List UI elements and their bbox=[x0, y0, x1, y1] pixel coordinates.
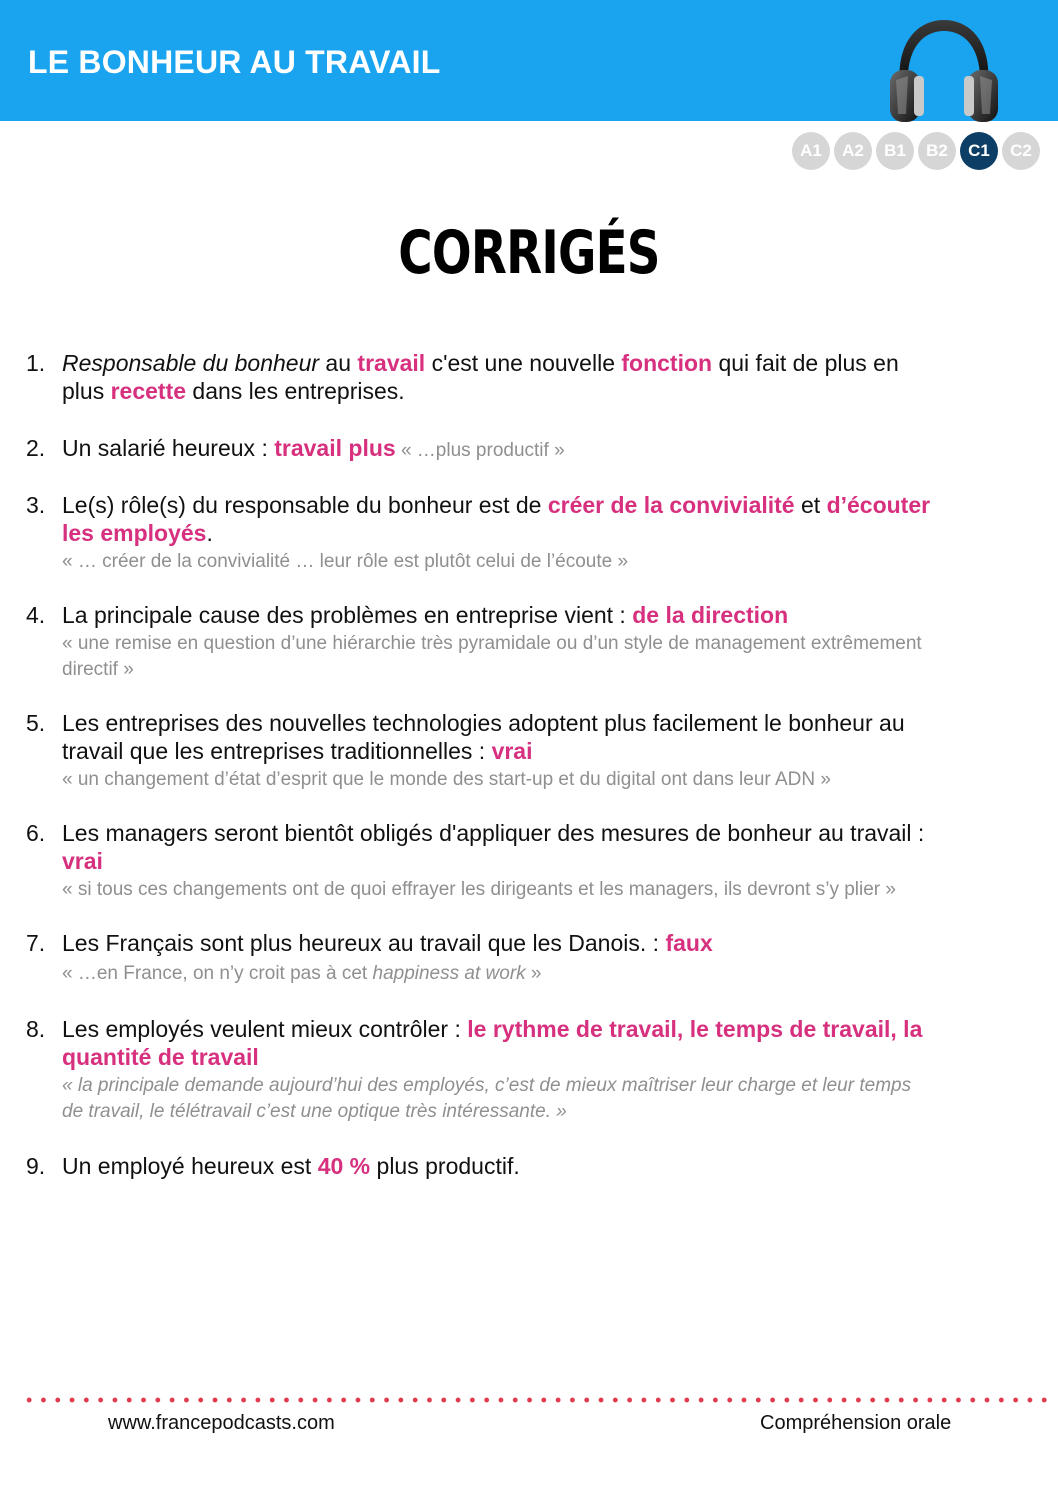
item-quote: « …en France, on n’y croit pas à cet bbox=[62, 963, 373, 984]
item-quote: « un changement d’état d’esprit que le monde des start-up et du digital ont dans leur ADN » bbox=[62, 769, 831, 790]
item-quote: « une remise en question d’une hiérarchie très pyramidale ou d’un style de management extrêmement bbox=[62, 633, 922, 654]
item-quote: « si tous ces changements ont de quoi effrayer les dirigeants et les managers, ils devront s’y plier » bbox=[62, 879, 896, 900]
item-text: dans les entreprises. bbox=[186, 378, 405, 404]
footer-label: Compréhension orale bbox=[760, 1412, 952, 1434]
answer-highlight: travail bbox=[357, 350, 426, 376]
level-c2: C2 bbox=[1002, 132, 1040, 170]
item-text: Les managers seront bientôt obligés d'appliquer des mesures de bonheur au travail : bbox=[62, 820, 925, 846]
answer-highlight: vrai bbox=[62, 848, 103, 874]
answer-highlight: vrai bbox=[491, 738, 533, 764]
item-text: . bbox=[206, 520, 213, 546]
item-quote: « … créer de la convivialité … leur rôle est plutôt celui de l’écoute » bbox=[62, 551, 629, 572]
footer-website: www.francepodcasts.com bbox=[108, 1412, 335, 1434]
item-text: travail que les entreprises traditionnelles : bbox=[62, 738, 492, 764]
item-text: Un salarié heureux : bbox=[62, 435, 275, 461]
item-quote: » bbox=[525, 963, 542, 984]
answer-highlight: recette bbox=[110, 378, 187, 404]
item-text: qui fait de plus en bbox=[712, 350, 899, 376]
item-text: Les employés veulent mieux contrôler : bbox=[62, 1016, 468, 1042]
answer-highlight: de la direction bbox=[632, 602, 789, 628]
level-b2: B2 bbox=[918, 132, 956, 170]
level-b1: B1 bbox=[876, 132, 914, 170]
item-number: 3. bbox=[26, 492, 46, 518]
level-a2: A2 bbox=[834, 132, 872, 170]
item-text: La principale cause des problèmes en entreprise vient : bbox=[62, 602, 633, 628]
header-title: LE BONHEUR AU TRAVAIL bbox=[28, 44, 441, 80]
item-text: Les entreprises des nouvelles technologies adoptent plus facilement le bonheur au bbox=[62, 710, 905, 736]
item-number: 1. bbox=[26, 350, 46, 376]
level-indicator bbox=[792, 132, 1040, 170]
item-text: Responsable du bonheur bbox=[62, 350, 320, 376]
item-number: 2. bbox=[26, 435, 46, 461]
answer-highlight: fonction bbox=[621, 350, 713, 376]
answer-highlight: les employés bbox=[62, 520, 207, 546]
answer-highlight: créer de la convivialité bbox=[547, 492, 795, 518]
item-quote: « …plus productif » bbox=[395, 440, 565, 461]
item-text: c'est une nouvelle bbox=[425, 350, 622, 376]
headphones-icon bbox=[886, 14, 1002, 126]
item-text: Le(s) rôle(s) du responsable du bonheur est de bbox=[62, 492, 548, 518]
item-quote: « la principale demande aujourd’hui des employés, c’est de mieux maîtriser leur charge et leur temps bbox=[62, 1075, 912, 1096]
item-number: 5. bbox=[26, 710, 46, 736]
answer-highlight: 40 % bbox=[317, 1153, 371, 1179]
item-number: 4. bbox=[26, 602, 46, 628]
footer-dotted-divider bbox=[22, 1395, 1052, 1405]
answer-highlight: d’écouter bbox=[826, 492, 931, 518]
item-text: plus bbox=[62, 378, 111, 404]
item-text: et bbox=[794, 492, 827, 518]
answer-highlight: quantité de travail bbox=[62, 1044, 259, 1070]
answer-highlight: faux bbox=[665, 930, 713, 956]
item-number: 6. bbox=[26, 820, 46, 846]
item-text: Un employé heureux est bbox=[62, 1153, 318, 1179]
item-text: plus productif. bbox=[370, 1153, 520, 1179]
item-text: au bbox=[319, 350, 358, 376]
page-title: CORRIGÉS bbox=[398, 218, 660, 288]
answer-highlight: le rythme de travail, le temps de travail, la bbox=[467, 1016, 923, 1042]
item-quote: happiness at work bbox=[372, 963, 526, 984]
item-quote: directif » bbox=[62, 659, 134, 680]
item-text: Les Français sont plus heureux au travail que les Danois. : bbox=[62, 930, 666, 956]
item-number: 8. bbox=[26, 1016, 46, 1042]
item-number: 7. bbox=[26, 930, 46, 956]
level-c1-active: C1 bbox=[960, 132, 998, 170]
item-number: 9. bbox=[26, 1153, 46, 1179]
answer-highlight: travail plus bbox=[274, 435, 396, 461]
item-quote: de travail, le télétravail c’est une optique très intéressante. » bbox=[62, 1101, 567, 1122]
level-a1: A1 bbox=[792, 132, 830, 170]
